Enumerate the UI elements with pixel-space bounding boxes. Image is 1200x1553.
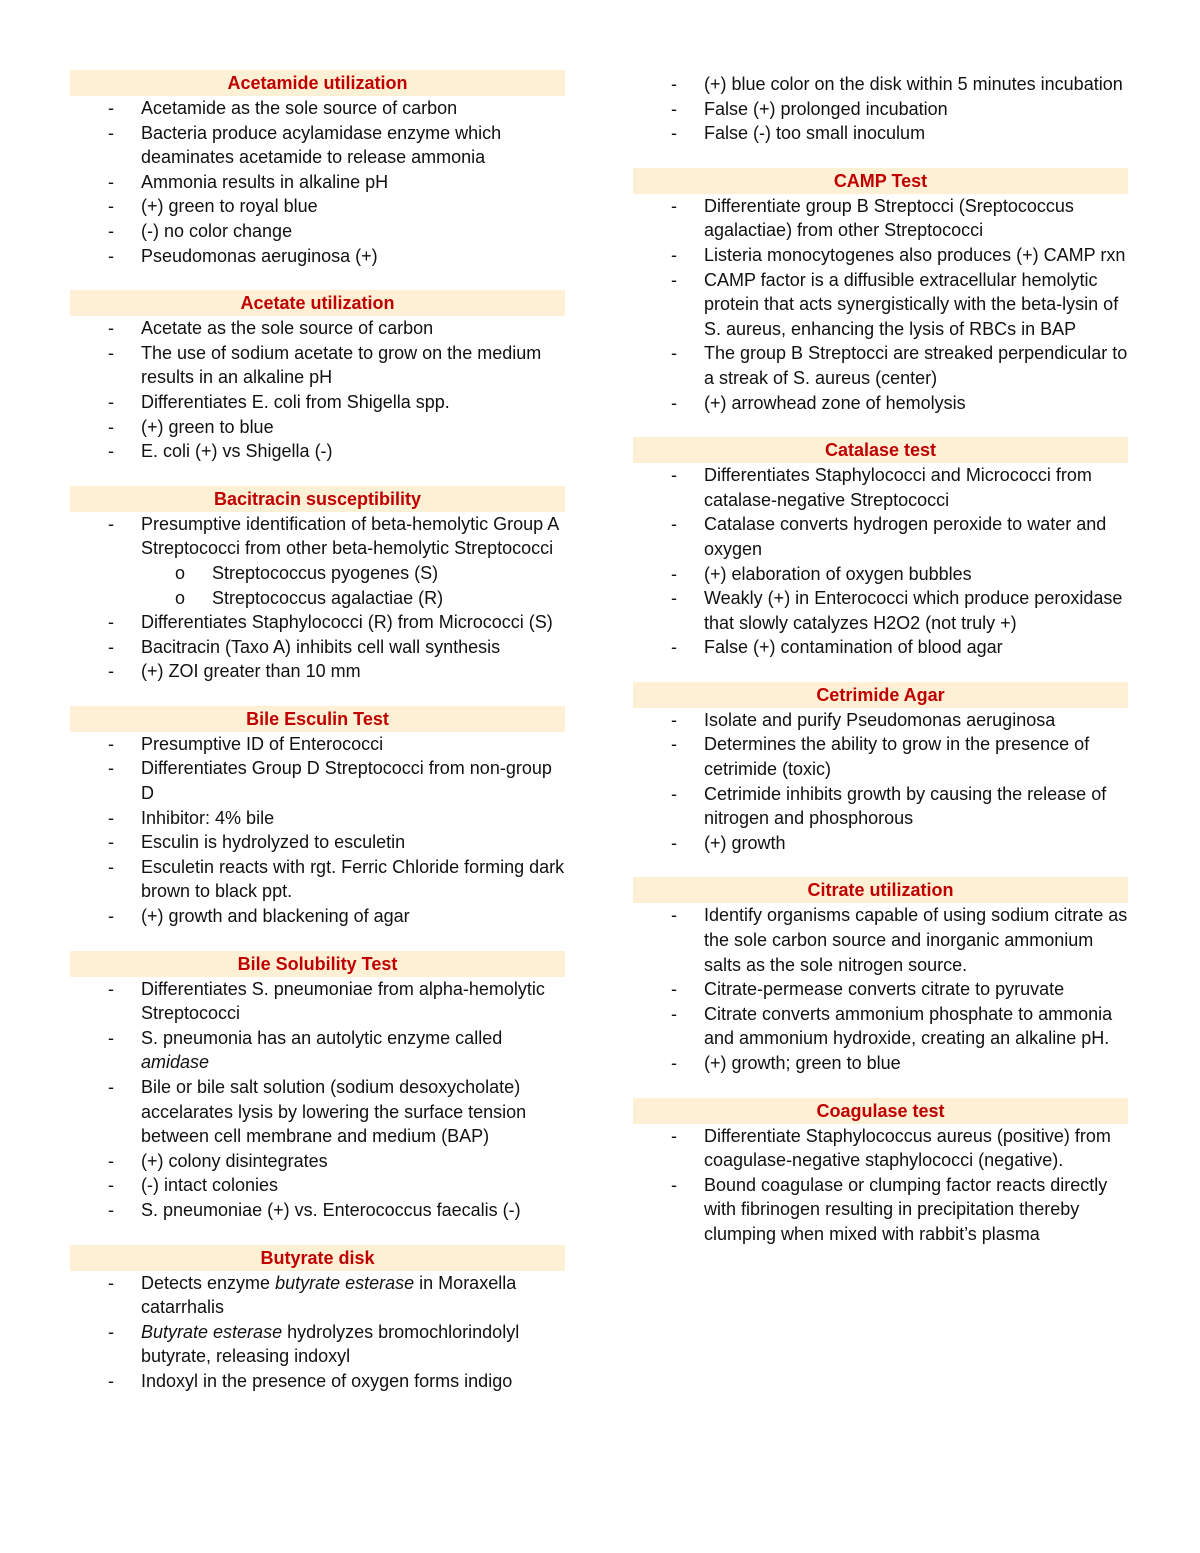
section: [633, 682, 1128, 856]
item-text: (+) blue color on the disk within 5 minutes incubation: [704, 74, 1123, 94]
dash-bullet-icon: -: [671, 1003, 677, 1024]
list-item: [70, 512, 565, 561]
list-item: [633, 1002, 1128, 1051]
dash-bullet-icon: -: [108, 1027, 114, 1048]
section-title: Bile Esculin Test: [70, 706, 565, 732]
item-text: Pseudomonas aeruginosa (+): [141, 245, 378, 266]
list-item: [70, 1026, 565, 1075]
list-item: [70, 244, 565, 269]
bullet-list: [633, 1124, 1128, 1247]
dash-bullet-icon: -: [108, 1150, 114, 1171]
section-title: Butyrate disk: [70, 1245, 565, 1271]
dash-bullet-icon: -: [108, 416, 114, 437]
bullet-list: [633, 903, 1128, 1075]
list-item: [70, 194, 565, 219]
section-title: Bacitracin susceptibility: [70, 486, 565, 512]
dash-bullet-icon: -: [671, 832, 677, 853]
item-text: Isolate and purify Pseudomonas aeruginosa: [704, 709, 1056, 730]
list-item: [70, 1075, 565, 1149]
dash-bullet-icon: -: [671, 905, 677, 926]
item-text-continued: in Moraxella catarrhalis: [141, 1272, 517, 1318]
dash-bullet-icon: -: [108, 856, 114, 877]
right-column: [633, 72, 1128, 1269]
item-text: Streptococcus agalactiae (R): [212, 587, 444, 608]
list-item: [633, 635, 1128, 660]
list-item: [70, 96, 565, 121]
item-text: S. pneumoniae (+) vs. Enterococcus faecalis (-): [141, 1199, 521, 1220]
italic-term: amidase: [141, 1052, 210, 1073]
section-title: Catalase test: [633, 437, 1128, 463]
dash-bullet-icon: -: [108, 906, 114, 927]
item-text: (-) intact colonies: [141, 1175, 279, 1196]
item-text: (+) arrowhead zone of hemolysis: [704, 392, 966, 413]
dash-bullet-icon: -: [671, 783, 677, 804]
section: [633, 437, 1128, 660]
dash-bullet-icon: -: [671, 74, 677, 94]
section-title: Citrate utilization: [633, 877, 1128, 903]
sub-list-item: [70, 586, 565, 611]
dash-bullet-icon: -: [671, 979, 677, 1000]
section: [70, 1245, 565, 1394]
item-text: (+) growth; green to blue: [704, 1053, 901, 1073]
item-text: Citrate-permease converts citrate to pyruvate: [704, 979, 1065, 1000]
dash-bullet-icon: -: [108, 220, 114, 241]
list-item: [70, 1271, 565, 1320]
item-text: Esculetin reacts with rgt. Ferric Chloride forming dark brown to black ppt.: [141, 856, 565, 902]
dash-bullet-icon: -: [108, 807, 114, 828]
dash-bullet-icon: -: [108, 1199, 114, 1220]
list-item: [633, 782, 1128, 831]
item-text: Presumptive identification of beta-hemolytic Group A Streptococci from other beta-hemolytic Streptococci: [141, 513, 559, 559]
dash-bullet-icon: -: [671, 195, 677, 216]
item-text: Differentiate Staphylococcus aureus (positive) from coagulase-negative staphylococci (negative).: [704, 1125, 1111, 1171]
italic-term: butyrate esterase: [275, 1272, 415, 1293]
item-text: (+) growth and blackening of agar: [141, 906, 410, 927]
dash-bullet-icon: -: [108, 1175, 114, 1196]
item-text: Detects enzyme: [141, 1272, 271, 1293]
section: [633, 1098, 1128, 1247]
dash-bullet-icon: -: [108, 978, 114, 999]
dash-bullet-icon: -: [671, 588, 677, 609]
list-item: [633, 1173, 1128, 1247]
dash-bullet-icon: -: [108, 196, 114, 217]
dash-bullet-icon: -: [671, 465, 677, 486]
item-text: Differentiates Staphylococci (R) from Micrococci (S): [141, 612, 553, 633]
sub-list-item: [70, 561, 565, 586]
italic-term: Butyrate esterase: [141, 1321, 283, 1342]
item-text: Acetate as the sole source of carbon: [141, 318, 434, 339]
section-title: Cetrimide Agar: [633, 682, 1128, 708]
list-item: [70, 390, 565, 415]
list-item: [70, 1149, 565, 1174]
list-item: [70, 977, 565, 1026]
dash-bullet-icon: -: [108, 245, 114, 266]
list-item: [633, 708, 1128, 733]
section: [70, 290, 565, 464]
list-item: [70, 1369, 565, 1394]
list-item: [70, 610, 565, 635]
list-item: [70, 659, 565, 684]
item-text: (-) no color change: [141, 220, 293, 241]
list-item: [633, 194, 1128, 243]
bullet-list: [70, 1271, 565, 1394]
item-text: (+) colony disintegrates: [141, 1150, 328, 1171]
dash-bullet-icon: -: [108, 1370, 114, 1391]
item-text: Weakly (+) in Enterococci which produce peroxidase that slowly catalyzes H2O2 (not truly +): [704, 588, 1123, 633]
section-title: Acetate utilization: [70, 290, 565, 316]
item-text: CAMP factor is a diffusible extracellular hemolytic protein that acts synergistically with the beta-lysin of S. aureus, enhancing the lysis of RBCs in BAP: [704, 269, 1119, 339]
item-text: Differentiates E. coli from Shigella spp.: [141, 391, 450, 412]
item-text: The use of sodium acetate to grow on the medium results in an alkaline pH: [141, 342, 542, 388]
list-item: [70, 439, 565, 464]
item-text: (+) growth: [704, 832, 786, 853]
list-item: [70, 316, 565, 341]
item-text: Identify organisms capable of using sodium citrate as the sole carbon source and inorganic ammonium salts as the sole nitrogen source.: [704, 905, 1128, 975]
dash-bullet-icon: -: [671, 269, 677, 290]
list-item: [70, 756, 565, 805]
dash-bullet-icon: -: [108, 832, 114, 853]
item-text: Bacitracin (Taxo A) inhibits cell wall synthesis: [141, 636, 501, 657]
bullet-list: [70, 512, 565, 684]
list-item: [70, 341, 565, 390]
item-text: Esculin is hydrolyzed to esculetin: [141, 832, 406, 853]
list-item: [70, 121, 565, 170]
circle-bullet-icon: o: [175, 562, 186, 583]
list-item: [633, 1124, 1128, 1173]
list-item: [633, 562, 1128, 587]
list-item: [70, 830, 565, 855]
list-item: [633, 903, 1128, 977]
bullet-list: [633, 708, 1128, 856]
dash-bullet-icon: -: [671, 244, 677, 265]
dash-bullet-icon: -: [108, 733, 114, 754]
list-item: [633, 391, 1128, 416]
dash-bullet-icon: -: [108, 391, 114, 412]
dash-bullet-icon: -: [671, 563, 677, 584]
dash-bullet-icon: -: [108, 98, 114, 118]
dash-bullet-icon: -: [108, 612, 114, 633]
item-text: False (+) contamination of blood agar: [704, 637, 1003, 658]
item-text: (+) green to blue: [141, 416, 274, 437]
dash-bullet-icon: -: [671, 734, 677, 755]
item-text: Listeria monocytogenes also produces (+) CAMP rxn: [704, 244, 1126, 265]
dash-bullet-icon: -: [671, 1125, 677, 1146]
dash-bullet-icon: -: [671, 709, 677, 730]
list-item: [633, 243, 1128, 268]
item-text: Differentiates Group D Streptococci from non-group D: [141, 758, 552, 804]
list-item: [633, 732, 1128, 781]
section: [633, 72, 1128, 146]
list-item: [633, 831, 1128, 856]
bullet-list: [70, 316, 565, 464]
item-text: (+) ZOI greater than 10 mm: [141, 661, 361, 682]
section-title: Acetamide utilization: [70, 70, 565, 96]
dash-bullet-icon: -: [108, 513, 114, 534]
dash-bullet-icon: -: [108, 758, 114, 779]
dash-bullet-icon: -: [108, 342, 114, 363]
list-item: [70, 855, 565, 904]
item-text: (+) elaboration of oxygen bubbles: [704, 563, 972, 584]
dash-bullet-icon: -: [108, 636, 114, 657]
item-text: Inhibitor: 4% bile: [141, 807, 275, 828]
item-text: S. pneumonia has an autolytic enzyme called: [141, 1027, 503, 1048]
dash-bullet-icon: -: [108, 1272, 114, 1293]
section: [70, 706, 565, 929]
list-item: [633, 97, 1128, 122]
dash-bullet-icon: -: [671, 123, 677, 144]
list-item: [633, 72, 1128, 97]
dash-bullet-icon: -: [671, 98, 677, 119]
dash-bullet-icon: -: [108, 1321, 114, 1342]
list-item: [633, 1051, 1128, 1076]
item-text: Differentiates S. pneumoniae from alpha-hemolytic Streptococci: [141, 978, 545, 1024]
dash-bullet-icon: -: [108, 318, 114, 339]
item-text: hydrolyzes bromochlorindolyl butyrate, releasing indoxyl: [141, 1321, 520, 1367]
bullet-list: [633, 463, 1128, 660]
section-title: Coagulase test: [633, 1098, 1128, 1124]
item-text: Bacteria produce acylamidase enzyme which deaminates acetamide to release ammonia: [141, 122, 502, 168]
section: [70, 951, 565, 1223]
item-text: Differentiate group B Streptocci (Sreptococcus agalactiae) from other Streptococci: [704, 195, 1074, 241]
dash-bullet-icon: -: [671, 1174, 677, 1195]
list-item: [633, 341, 1128, 390]
section-title: Bile Solubility Test: [70, 951, 565, 977]
list-item: [633, 512, 1128, 561]
left-column: [70, 70, 565, 1416]
section: [633, 877, 1128, 1075]
list-item: [70, 904, 565, 929]
item-text: False (+) prolonged incubation: [704, 98, 948, 119]
bullet-list: [633, 194, 1128, 415]
list-item: [70, 1173, 565, 1198]
item-text: E. coli (+) vs Shigella (-): [141, 441, 333, 462]
item-text: Citrate converts ammonium phosphate to ammonia and ammonium hydroxide, creating an alkaline pH.: [704, 1003, 1113, 1049]
dash-bullet-icon: -: [108, 441, 114, 462]
item-text: Differentiates Staphylococci and Micrococci from catalase-negative Streptococci: [704, 465, 1092, 510]
list-item: [70, 219, 565, 244]
list-item: [633, 463, 1128, 512]
list-item: [633, 977, 1128, 1002]
item-text: Cetrimide inhibits growth by causing the release of nitrogen and phosphorous: [704, 783, 1107, 829]
list-item: [70, 415, 565, 440]
list-item: [633, 586, 1128, 635]
list-item: [70, 1198, 565, 1223]
dash-bullet-icon: -: [671, 343, 677, 364]
list-item: [70, 806, 565, 831]
dash-bullet-icon: -: [108, 171, 114, 192]
item-text: Determines the ability to grow in the presence of cetrimide (toxic): [704, 734, 1090, 780]
dash-bullet-icon: -: [671, 514, 677, 535]
section: [70, 70, 565, 268]
item-text: The group B Streptocci are streaked perpendicular to a streak of S. aureus (center): [704, 343, 1128, 388]
item-text: False (-) too small inoculum: [704, 123, 926, 144]
list-item: [70, 635, 565, 660]
item-text: Bound coagulase or clumping factor reacts directly with fibrinogen resulting in precipitation thereby clumping when mixed with rabbit’s plasma: [704, 1174, 1108, 1244]
item-text: Indoxyl in the presence of oxygen forms indigo: [141, 1370, 513, 1391]
dash-bullet-icon: -: [671, 1053, 677, 1073]
item-text: Catalase converts hydrogen peroxide to water and oxygen: [704, 514, 1107, 559]
list-item: [633, 121, 1128, 146]
dash-bullet-icon: -: [671, 392, 677, 413]
circle-bullet-icon: o: [175, 587, 186, 608]
bullet-list: [633, 72, 1128, 146]
item-text: Streptococcus pyogenes (S): [212, 562, 439, 583]
list-item: [70, 170, 565, 195]
list-item: [633, 268, 1128, 342]
section: [70, 486, 565, 684]
bullet-list: [70, 977, 565, 1223]
section: [633, 168, 1128, 415]
dash-bullet-icon: -: [108, 122, 114, 143]
item-text: Ammonia results in alkaline pH: [141, 171, 389, 192]
item-text: Acetamide as the sole source of carbon: [141, 98, 458, 118]
bullet-list: [70, 732, 565, 929]
item-text: (+) green to royal blue: [141, 196, 318, 217]
dash-bullet-icon: -: [671, 637, 677, 658]
section-title: CAMP Test: [633, 168, 1128, 194]
item-text: Bile or bile salt solution (sodium desoxycholate) accelarates lysis by lowering the surface tension between cell membrane and medium (BAP): [141, 1077, 527, 1147]
dash-bullet-icon: -: [108, 661, 114, 682]
list-item: [70, 1320, 565, 1369]
item-text: Presumptive ID of Enterococci: [141, 733, 384, 754]
list-item: [70, 732, 565, 757]
dash-bullet-icon: -: [108, 1077, 114, 1097]
bullet-list: [70, 96, 565, 268]
